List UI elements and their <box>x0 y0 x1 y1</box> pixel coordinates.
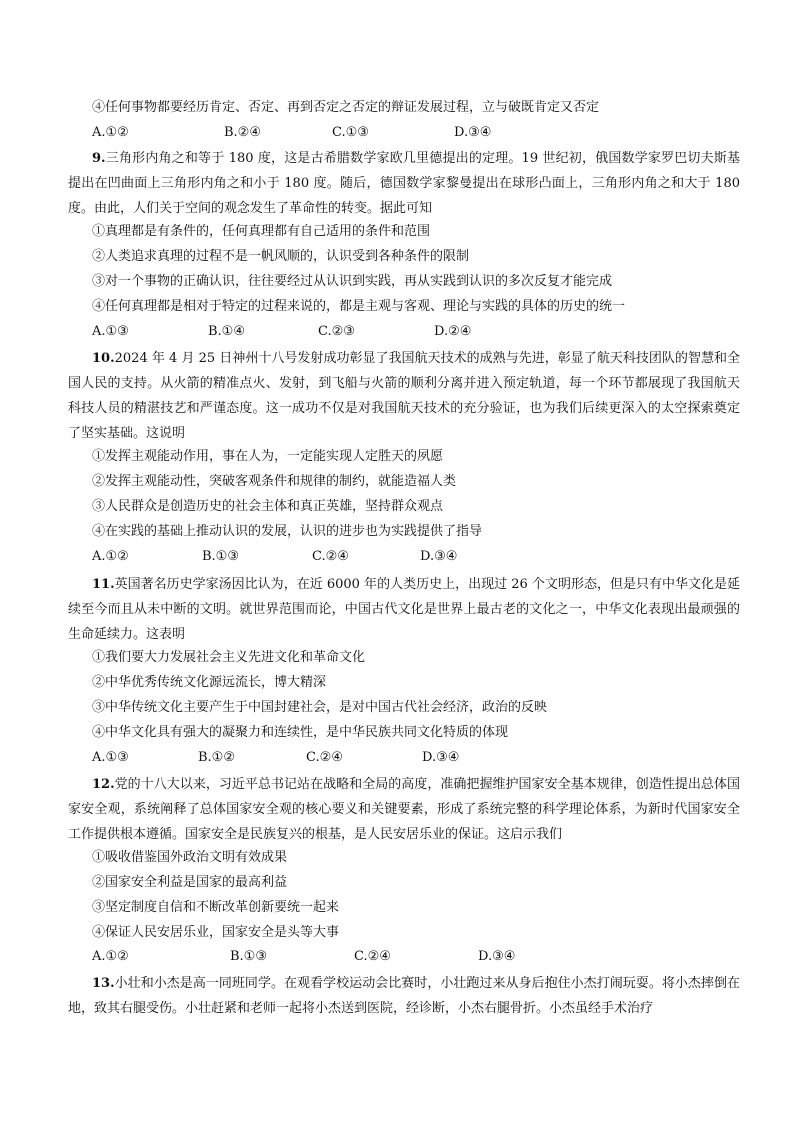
q9-stem: 9.三角形内角之和等于 180 度，这是古希腊数学家欧几里德提出的定理。19 世纪初，俄国数学家罗巴切夫斯基提出在凹曲面上三角形内角之和小于 180 度。随后，德国数学家黎曼提出在球形凸面上，三角形内角之和大于 180 度。由此，人们关于空间的观念发生了革命性的转变。据此可知 <box>68 151 740 216</box>
q10-options <box>92 547 742 567</box>
q8-option-b[interactable]: B.②④ <box>224 125 261 140</box>
q11-item-1: ①我们要大力发展社会主义先进文化和革命文化 <box>92 650 366 665</box>
q10-item-4: ④在实践的基础上推动认识的发展，认识的进步也为实践提供了指导 <box>92 524 483 539</box>
q13-stem: 13.小壮和小杰是高一同班同学。在观看学校运动会比赛时，小壮跑过来从身后抱住小杰打闹玩耍。将小杰摔倒在地，致其右腿受伤。小壮赶紧和老师一起将小杰送到医院，经诊断，小杰右腿骨折。小杰虽经手术治疗 <box>68 976 740 1016</box>
q10-option-c[interactable]: C.②④ <box>312 549 349 564</box>
q9-option-a[interactable]: A.①③ <box>92 324 129 339</box>
q8-option-a[interactable]: A.①② <box>92 125 129 140</box>
q12-item-1: ①吸收借鉴国外政治文明有效成果 <box>92 850 288 865</box>
q11-number: 11. <box>92 577 115 592</box>
q11-stem: 11.英国著名历史学家汤因比认为，在近 6000 年的人类历史上，出现过 26 个文明形态，但是只有中华文化是延续至今而且从未中断的文明。就世界范围而论，中国古代文化是世界上最古老的文化之一，中华文化表现出最顽强的生命延续力。这表明 <box>68 577 740 642</box>
q11-item-4: ④中华文化具有强大的凝聚力和连续性，是中华民族共同文化特质的体现 <box>92 725 509 740</box>
q10-option-d[interactable]: D.③④ <box>420 549 458 564</box>
q11-options <box>92 748 742 768</box>
q9-options <box>92 322 742 342</box>
q11-option-b[interactable]: B.①② <box>198 750 235 765</box>
q8-options <box>92 123 742 143</box>
q10-item-2: ②发挥主观能动性，突破客观条件和规律的制约，就能造福人类 <box>92 474 457 489</box>
q10-number: 10. <box>92 351 115 366</box>
q9-option-c[interactable]: C.②③ <box>318 324 355 339</box>
q12-number: 12. <box>92 777 115 792</box>
q12-item-2: ②国家安全利益是国家的最高利益 <box>92 875 288 890</box>
q11-item-2: ②中华优秀传统文化源远流长，博大精深 <box>92 675 327 690</box>
q11-option-c[interactable]: C.②④ <box>306 750 343 765</box>
q9-number: 9. <box>92 151 106 166</box>
q12-option-c[interactable]: C.②④ <box>354 949 391 964</box>
q13-number: 13. <box>92 976 115 991</box>
q8-option-c[interactable]: C.①③ <box>332 125 369 140</box>
q9-item-1: ①真理都是有条件的，任何真理都有自己适用的条件和范围 <box>92 224 431 239</box>
q9-item-3: ③对一个事物的正确认识，往往要经过从认识到实践，再从实践到认识的多次反复才能完成 <box>92 274 613 289</box>
q11-option-d[interactable]: D.③④ <box>422 750 460 765</box>
q11-item-3: ③中华传统文化主要产生于中国封建社会，是对中国古代社会经济，政治的反映 <box>92 700 548 715</box>
q10-item-1: ①发挥主观能动作用，事在人为，一定能实现人定胜天的夙愿 <box>92 449 444 464</box>
q10-option-a[interactable]: A.①② <box>92 549 129 564</box>
q12-item-4: ④保证人民安居乐业，国家安全是头等大事 <box>92 925 340 940</box>
q10-stem: 10.2024 年 4 月 25 日神州十八号发射成功彰显了我国航天技术的成熟与先进，彰显了航天科技团队的智慧和全国人民的支持。从火箭的精准点火、发射，到飞船与火箭的顺利分离并进入预定轨道，每一个环节都展现了我国航天科技人员的精湛技艺和严谨态度。这一成功不仅是对我国航天技术的充分验证，也为我们后续更深入的太空探索奠定了坚实基础。这说明 <box>68 351 740 441</box>
q12-option-b[interactable]: B.①③ <box>230 949 267 964</box>
q9-option-b[interactable]: B.①④ <box>208 324 245 339</box>
q8-option-d[interactable]: D.③④ <box>454 125 492 140</box>
q9-option-d[interactable]: D.②④ <box>434 324 472 339</box>
q10-option-b[interactable]: B.①③ <box>202 549 239 564</box>
q8-item-4: ④任何事物都要经历肯定、否定、再到否定之否定的辩证发展过程，立与破既肯定又否定 <box>92 100 600 115</box>
q12-item-3: ③坚定制度自信和不断改革创新要统一起来 <box>92 900 340 915</box>
q12-options <box>92 947 742 967</box>
q11-option-a[interactable]: A.①③ <box>92 750 129 765</box>
q12-option-a[interactable]: A.①② <box>92 949 129 964</box>
q12-option-d[interactable]: D.③④ <box>478 949 516 964</box>
q9-item-4: ④任何真理都是相对于特定的过程来说的，都是主观与客观、理论与实践的具体的历史的统一 <box>92 299 626 314</box>
q12-stem: 12.党的十八大以来，习近平总书记站在战略和全局的高度，准确把握维护国家安全基本规律，创造性提出总体国家安全观，系统阐释了总体国家安全观的核心要义和关键要素，形成了系统完整的科学理论体系，为新时代国家安全工作提供根本遵循。国家安全是民族复兴的根基，是人民安居乐业的保证。这启示我们 <box>68 777 740 842</box>
q9-item-2: ②人类追求真理的过程不是一帆风顺的，认识受到各种条件的限制 <box>92 249 470 264</box>
q10-item-3: ③人民群众是创造历史的社会主体和真正英雄，坚持群众观点 <box>92 499 444 514</box>
